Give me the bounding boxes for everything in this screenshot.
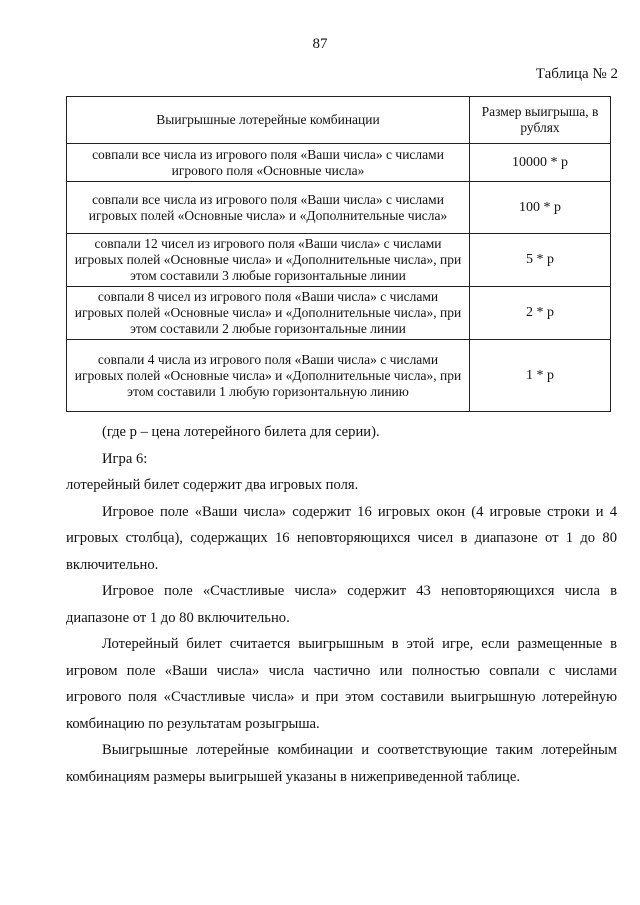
paragraph-lucky-numbers: Игровое поле «Счастливые числа» содержит 43 неповторяющихся числа в диапазоне от 1 до 80 включительно. [66,583,617,626]
combination-cell: совпали 12 чисел из игрового поля «Ваши числа» с числами игровых полей «Основные числа» и «Дополнительные числа», при этом составили 3 любые горизонтальные линии [67,234,470,287]
game-heading: Игра 6: [102,450,148,467]
paragraph-prize-reference: Выигрышные лотерейные комбинации и соответствующие таким лотерейным комбинациям размеры выигрышей указаны в нижеприведенной таблице. [66,742,617,785]
header-prize-size: Размер выигрыша, в рублях [470,97,611,144]
table-row [67,234,611,287]
price-note: (где р – цена лотерейного билета для серии). [102,424,380,440]
table-row [67,182,611,234]
table-header-row [67,97,611,144]
prize-cell: 1 * р [470,340,611,412]
table-caption: Таблица № 2 [535,66,618,82]
paragraph-your-numbers: Игровое поле «Ваши числа» содержит 16 игровых окон (4 игровые строки и 4 игровых столбца), содержащих 16 неповторяющихся чисел в диапазоне от 1 до 80 включительно. [66,503,617,573]
prize-cell: 10000 * р [470,144,611,182]
combination-cell: совпали 4 числа из игрового поля «Ваши числа» с числами игровых полей «Основные числа» и «Дополнительные числа», при этом составили 1 любую горизонтальную линию [67,340,470,412]
combination-cell: совпали все числа из игрового поля «Ваши числа» с числами игровых полей «Основные числа» и «Дополнительные числа» [67,182,470,234]
paragraph-winning-condition: Лотерейный билет считается выигрышным в этой игре, если размещенные в игровом поле «Ваши числа» числа частично или полностью совпали с числами игрового поля «Счастливые числа» и при этом составили выигрышную лотерейную комбинацию по результатам розыгрыша. [66,636,617,732]
table-row [67,287,611,340]
table-row [67,144,611,182]
prize-cell: 100 * р [470,182,611,234]
combination-cell: совпали все числа из игрового поля «Ваши числа» с числами игрового поля «Основные числа» [67,144,470,182]
combination-cell: совпали 8 чисел из игрового поля «Ваши числа» с числами игровых полей «Основные числа» и «Дополнительные числа», при этом составили 2 любые горизонтальные линии [67,287,470,340]
header-combinations: Выигрышные лотерейные комбинации [67,97,470,144]
page-number: 87 [312,36,328,52]
paragraph-ticket-fields: лотерейный билет содержит два игровых поля. [66,477,359,493]
table-row [67,340,611,412]
prize-cell: 5 * р [470,234,611,287]
body-text [66,419,617,790]
prize-cell: 2 * р [470,287,611,340]
prize-table [66,96,611,412]
